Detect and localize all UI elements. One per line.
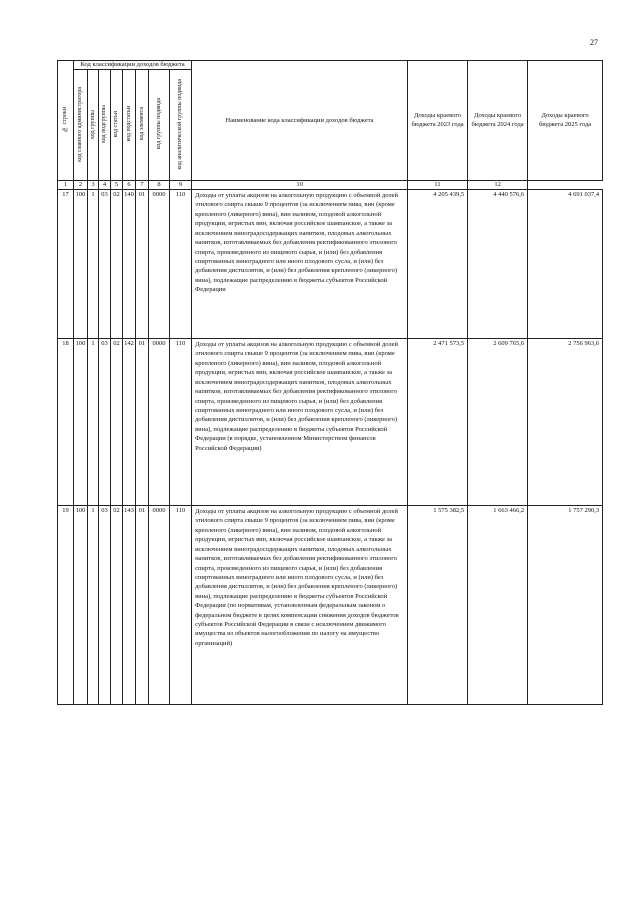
code-cell: 02 [111,190,123,339]
amount-2023: 2 471 573,5 [408,339,468,506]
revenue-name: Доходы от уплаты акцизов на алкогольную продукцию с объемной долей этилового спирта свыше 9 процентов (за исключением пива, вин (кроме крепленого (ликерного) вина), вин наливом, плодовой алкогольной продукции, игристых вин, включая российское шампанское, а также за исключением виноградосодержащих напитков, плодовых алкогольных напитков, изготавливаемых без добавления ректификованного этилового спирта, произведенного из пищевого сырья, и (или) без добавления спиртованных виноградного или иного плодового сусла, и (или) без добавления дистиллятов, и (или) без добавления крепленого (ликерного) вина), подлежащие распределению в бюджеты субъектов Российской Федерации (в порядке, установленном Министерством финансов Российской Федерации) [192,339,408,506]
code-header: код главного администратора [74,70,88,181]
code-cell: 1 [88,339,99,506]
table-row [58,339,603,506]
revenue-name: Доходы от уплаты акцизов на алкогольную продукцию с объемной долей этилового спирта свыше 9 процентов (за исключением пива, вин (кроме крепленого (ликерного) вина), вин наливом, плодовой алкогольной продукции, игристых вин, включая российское шампанское, а также за исключением виноградосодержащих напитков, плодовых алкогольных напитков, изготавливаемых без добавления ректификованного этилового спирта, произведенного из пищевого сырья, и (или) без добавления спиртованных виноградного или иного плодового сусла, и (или) без добавления дистиллятов, и (или) без добавления крепленого (ликерного) вина), подлежащие распределению в бюджеты субъектов Российской Федерации (по нормативам, установленным федеральным законом о федеральном бюджете в целях компенсации снижения доходов бюджетов субъектов Российской Федерации в связи с исключением движимого имущества из объектов налогообложения по налогу на имущество организаций) [192,506,408,705]
amount-2025: 4 691 037,4 [528,190,603,339]
table-row [58,190,603,339]
column-number: 9 [170,181,192,190]
name-header: Наименование кода классификации доходов бюджета [192,61,408,181]
amount-2025: 1 757 290,3 [528,506,603,705]
code-cell: 0000 [149,339,170,506]
amount-2024: 4 440 576,6 [468,190,528,339]
code-cell: 1 [88,506,99,705]
classification-group-header: Код классификации доходов бюджета [74,61,192,70]
code-header: код подгруппы [99,70,111,181]
code-cell: 02 [111,506,123,705]
year-2024-header: Доходы краевого бюджета 2024 года [468,61,528,181]
column-number-row [58,181,603,190]
code-cell: 143 [123,506,136,705]
row-number: 17 [58,190,74,339]
column-number: 5 [111,181,123,190]
column-number: 3 [88,181,99,190]
code-header: код группы подвида [149,70,170,181]
code-cell: 100 [74,339,88,506]
year-2025-header: Доходы краевого бюджета 2025 года [528,61,603,181]
column-number: 11 [408,181,468,190]
budget-revenue-table [57,60,603,705]
page-number: 27 [590,38,598,47]
column-number: 12 [468,181,528,190]
code-header: код подстатьи [123,70,136,181]
code-cell: 100 [74,506,88,705]
code-cell: 110 [170,339,192,506]
code-cell: 02 [111,339,123,506]
code-cell: 0000 [149,506,170,705]
code-header: код группы [88,70,99,181]
code-cell: 142 [123,339,136,506]
column-number: 1 [58,181,74,190]
header-row-group [58,61,603,70]
column-number: 4 [99,181,111,190]
amount-2023: 1 575 382,5 [408,506,468,705]
amount-2024: 1 663 466,2 [468,506,528,705]
column-number: 2 [74,181,88,190]
code-cell: 0000 [149,190,170,339]
column-number: 8 [149,181,170,190]
column-number: 7 [136,181,149,190]
column-number: 10 [192,181,408,190]
revenue-name: Доходы от уплаты акцизов на алкогольную продукцию с объемной долей этилового спирта свыше 9 процентов (за исключением пива, вин (кроме крепленого (ликерного) вина), вин наливом, плодовой алкогольной продукции, игристых вин, включая российское шампанское, а также за исключением виноградосодержащих напитков, плодовых алкогольных напитков, изготавливаемых без добавления ректификованного этилового спирта, произведенного из пищевого сырья, и (или) без добавления спиртованных виноградного или иного плодового сусла, и (или) без добавления дистиллятов, и (или) без добавления крепленого (ликерного) вина), подлежащие распределению в бюджеты субъектов Российской Федерации [192,190,408,339]
amount-2025: 2 756 963,6 [528,339,603,506]
row-number: 19 [58,506,74,705]
code-header: код статьи [111,70,123,181]
code-cell: 03 [99,190,111,339]
code-cell: 110 [170,506,192,705]
code-cell: 03 [99,339,111,506]
code-header: код элемента [136,70,149,181]
year-2023-header: Доходы краевого бюджета 2023 года [408,61,468,181]
code-cell: 110 [170,190,192,339]
scan-mark: · [42,887,44,892]
table-row [58,506,603,705]
column-number: 6 [123,181,136,190]
row-number: 18 [58,339,74,506]
code-cell: 03 [99,506,111,705]
amount-2024: 2 609 765,6 [468,339,528,506]
code-cell: 01 [136,190,149,339]
code-cell: 01 [136,506,149,705]
row-number-header: № строки [58,61,74,181]
code-header: код аналитической группы подвида [170,70,192,181]
code-cell: 100 [74,190,88,339]
code-cell: 140 [123,190,136,339]
code-cell: 01 [136,339,149,506]
amount-2023: 4 205 439,5 [408,190,468,339]
code-cell: 1 [88,190,99,339]
